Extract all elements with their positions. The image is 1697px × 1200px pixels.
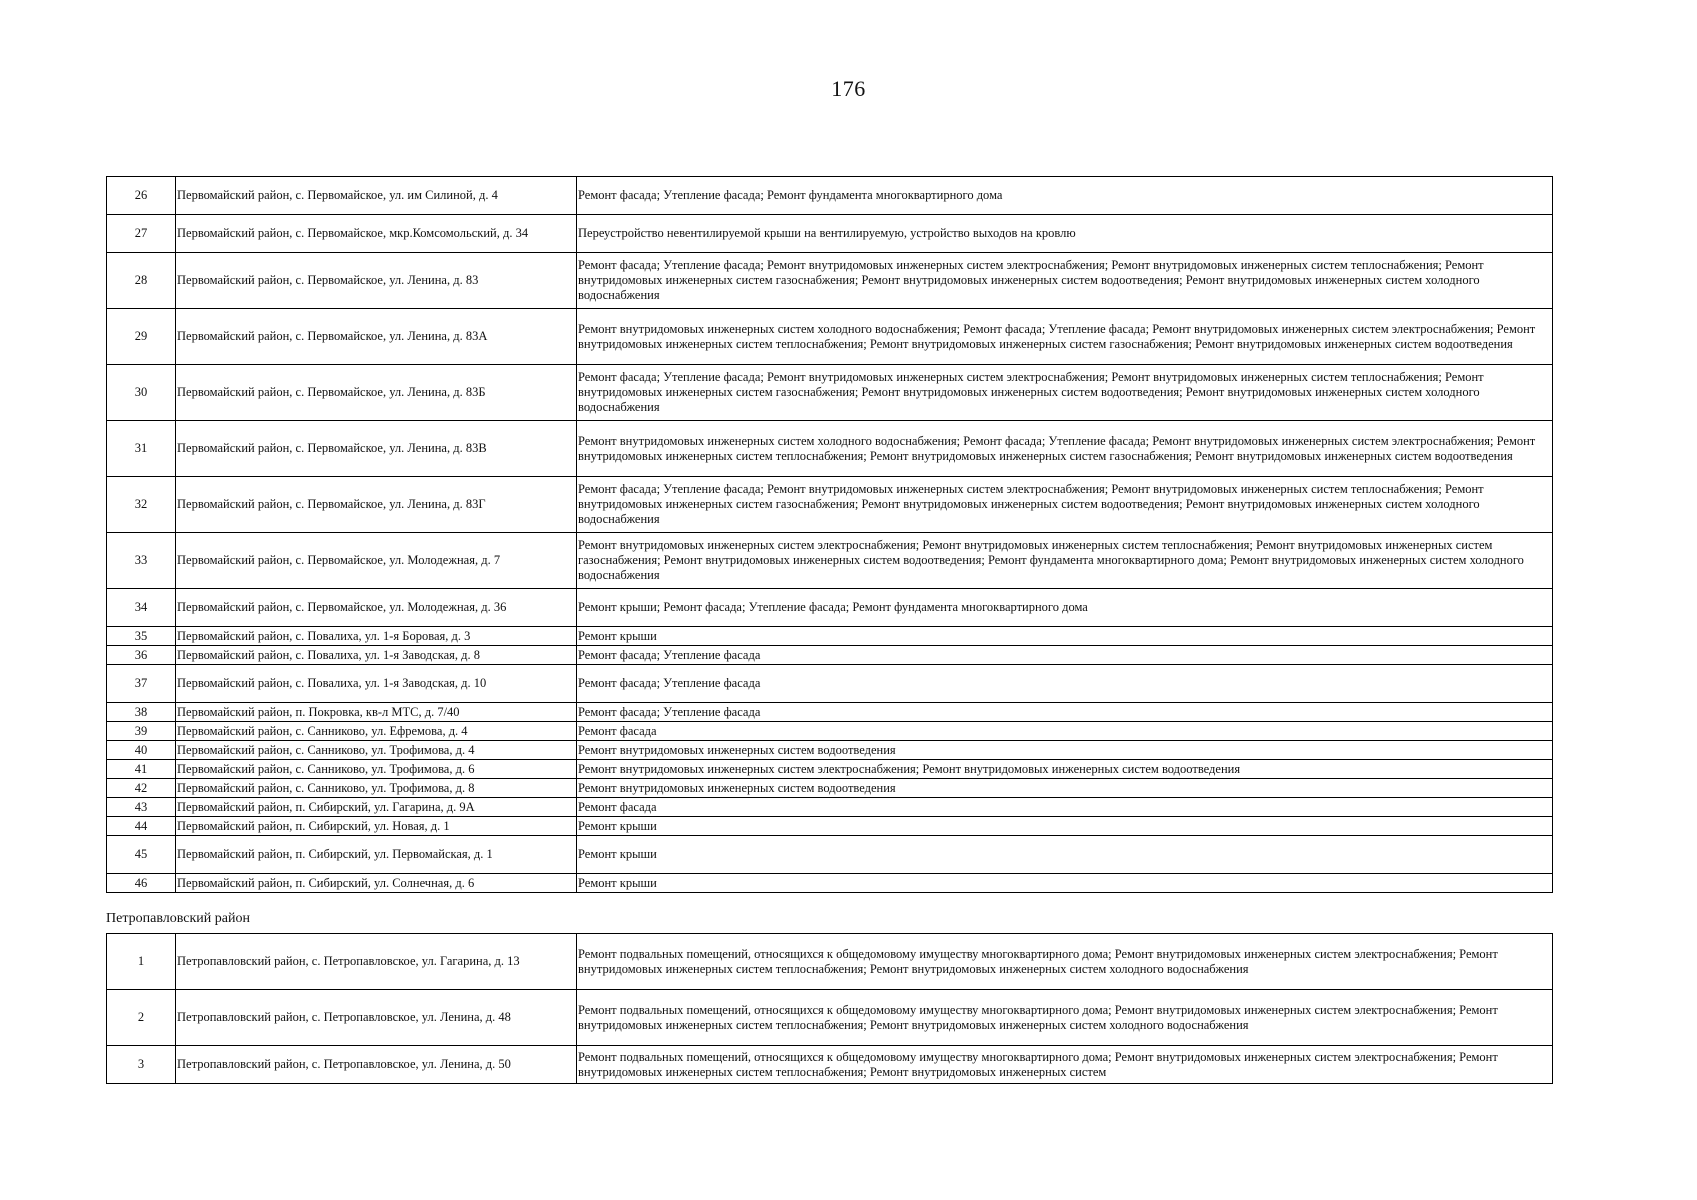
table-row [107, 365, 1553, 421]
address-cell: Первомайский район, с. Первомайское, мкр.Комсомольский, д. 34 [176, 215, 577, 253]
works-cell: Ремонт внутридомовых инженерных систем водоотведения [577, 741, 1553, 760]
table-row [107, 836, 1553, 874]
works-cell: Ремонт фасада; Утепление фасада [577, 665, 1553, 703]
row-number: 36 [107, 646, 176, 665]
section-heading: Петропавловский район [106, 911, 250, 926]
row-number: 26 [107, 177, 176, 215]
address-cell: Первомайский район, с. Первомайское, ул. Молодежная, д. 36 [176, 589, 577, 627]
table-row [107, 760, 1553, 779]
row-number: 29 [107, 309, 176, 365]
table-row [107, 722, 1553, 741]
address-cell: Первомайский район, п. Сибирский, ул. Гагарина, д. 9А [176, 798, 577, 817]
row-number: 1 [107, 934, 176, 990]
works-cell: Ремонт внутридомовых инженерных систем холодного водоснабжения; Ремонт фасада; Утепление фасада; Ремонт внутридомовых инженерных систем электроснабжения; Ремонт внутридомовых инженерных систем теплоснабжения; Ремонт внутридомовых инженерных систем газоснабжения; Ремонт внутридомовых инженерных систем водоотведения [577, 309, 1553, 365]
table-row [107, 533, 1553, 589]
works-cell: Ремонт фасада; Утепление фасада; Ремонт внутридомовых инженерных систем электроснабжения; Ремонт внутридомовых инженерных систем теплоснабжения; Ремонт внутридомовых инженерных систем газоснабжения; Ремонт внутридомовых инженерных систем водоотведения; Ремонт внутридомовых инженерных систем холодного водоснабжения [577, 365, 1553, 421]
table-row [107, 215, 1553, 253]
table-row [107, 421, 1553, 477]
address-cell: Первомайский район, п. Покровка, кв-л МТС, д. 7/40 [176, 703, 577, 722]
row-number: 45 [107, 836, 176, 874]
address-cell: Первомайский район, с. Первомайское, ул. Ленина, д. 83А [176, 309, 577, 365]
row-number: 39 [107, 722, 176, 741]
works-cell: Ремонт крыши [577, 817, 1553, 836]
works-cell: Ремонт подвальных помещений, относящихся к общедомовому имуществу многоквартирного дома; Ремонт внутридомовых инженерных систем электроснабжения; Ремонт внутридомовых инженерных систем теплоснабжения; Ремонт внутридомовых инженерных систем [577, 1046, 1553, 1084]
spacer-cell [577, 893, 1553, 912]
row-number: 34 [107, 589, 176, 627]
address-cell: Первомайский район, с. Санниково, ул. Трофимова, д. 6 [176, 760, 577, 779]
row-number: 38 [107, 703, 176, 722]
address-cell: Первомайский район, с. Первомайское, ул. Ленина, д. 83Г [176, 477, 577, 533]
row-number: 27 [107, 215, 176, 253]
row-number: 31 [107, 421, 176, 477]
works-cell: Ремонт внутридомовых инженерных систем электроснабжения; Ремонт внутридомовых инженерных систем водоотведения [577, 760, 1553, 779]
row-number: 2 [107, 990, 176, 1046]
works-cell: Ремонт внутридомовых инженерных систем электроснабжения; Ремонт внутридомовых инженерных систем теплоснабжения; Ремонт внутридомовых инженерных систем газоснабжения; Ремонт внутридомовых инженерных систем водоотведения; Ремонт фундамента многоквартирного дома; Ремонт внутридомовых инженерных систем холодного водоснабжения [577, 533, 1553, 589]
row-number: 43 [107, 798, 176, 817]
address-cell: Первомайский район, с. Первомайское, ул. им Силиной, д. 4 [176, 177, 577, 215]
row-number: 32 [107, 477, 176, 533]
table-row [107, 990, 1553, 1046]
address-cell: Первомайский район, с. Повалиха, ул. 1-я Заводская, д. 8 [176, 646, 577, 665]
row-number: 30 [107, 365, 176, 421]
table-row [107, 646, 1553, 665]
works-cell: Ремонт крыши [577, 627, 1553, 646]
works-cell: Ремонт фасада; Утепление фасада [577, 703, 1553, 722]
address-cell: Первомайский район, с. Первомайское, ул. Молодежная, д. 7 [176, 533, 577, 589]
works-cell: Ремонт фасада; Утепление фасада; Ремонт внутридомовых инженерных систем электроснабжения; Ремонт внутридомовых инженерных систем теплоснабжения; Ремонт внутридомовых инженерных систем газоснабжения; Ремонт внутридомовых инженерных систем водоотведения; Ремонт внутридомовых инженерных систем холодного водоснабжения [577, 253, 1553, 309]
works-cell: Ремонт фасада; Утепление фасада [577, 646, 1553, 665]
repair-works-table-petropavlovsky [106, 933, 1553, 1084]
address-cell: Первомайский район, с. Повалиха, ул. 1-я Боровая, д. 3 [176, 627, 577, 646]
page-number: 176 [831, 76, 866, 101]
row-number: 46 [107, 874, 176, 893]
address-cell: Первомайский район, п. Сибирский, ул. Первомайская, д. 1 [176, 836, 577, 874]
table-row [107, 477, 1553, 533]
table-row [107, 934, 1553, 990]
address-cell: Петропавловский район, с. Петропавловское, ул. Ленина, д. 50 [176, 1046, 577, 1084]
spacer-cell [107, 893, 176, 912]
spacer-row [107, 893, 1553, 912]
row-number: 3 [107, 1046, 176, 1084]
address-cell: Первомайский район, с. Первомайское, ул. Ленина, д. 83Б [176, 365, 577, 421]
works-cell: Переустройство невентилируемой крыши на вентилируемую, устройство выходов на кровлю [577, 215, 1553, 253]
row-number: 41 [107, 760, 176, 779]
table-row [107, 309, 1553, 365]
repair-works-table [106, 176, 1553, 912]
table-row [107, 798, 1553, 817]
works-cell: Ремонт внутридомовых инженерных систем холодного водоснабжения; Ремонт фасада; Утепление фасада; Ремонт внутридомовых инженерных систем электроснабжения; Ремонт внутридомовых инженерных систем теплоснабжения; Ремонт внутридомовых инженерных систем газоснабжения; Ремонт внутридомовых инженерных систем водоотведения [577, 421, 1553, 477]
row-number: 42 [107, 779, 176, 798]
works-cell: Ремонт фасада [577, 722, 1553, 741]
table-row [107, 817, 1553, 836]
address-cell: Первомайский район, с. Повалиха, ул. 1-я Заводская, д. 10 [176, 665, 577, 703]
table-row [107, 703, 1553, 722]
row-number: 33 [107, 533, 176, 589]
address-cell: Первомайский район, с. Первомайское, ул. Ленина, д. 83В [176, 421, 577, 477]
row-number: 44 [107, 817, 176, 836]
address-cell: Петропавловский район, с. Петропавловское, ул. Ленина, д. 48 [176, 990, 577, 1046]
works-cell: Ремонт фасада; Утепление фасада; Ремонт фундамента многоквартирного дома [577, 177, 1553, 215]
row-number: 35 [107, 627, 176, 646]
works-cell: Ремонт крыши [577, 874, 1553, 893]
works-cell: Ремонт подвальных помещений, относящихся к общедомовому имуществу многоквартирного дома; Ремонт внутридомовых инженерных систем электроснабжения; Ремонт внутридомовых инженерных систем теплоснабжения; Ремонт внутридомовых инженерных систем холодного водоснабжения [577, 990, 1553, 1046]
row-number: 40 [107, 741, 176, 760]
works-cell: Ремонт подвальных помещений, относящихся к общедомовому имуществу многоквартирного дома; Ремонт внутридомовых инженерных систем электроснабжения; Ремонт внутридомовых инженерных систем теплоснабжения; Ремонт внутридомовых инженерных систем холодного водоснабжения [577, 934, 1553, 990]
table-row [107, 1046, 1553, 1084]
address-cell: Первомайский район, п. Сибирский, ул. Солнечная, д. 6 [176, 874, 577, 893]
table-row [107, 589, 1553, 627]
table-row [107, 741, 1553, 760]
spacer-cell [176, 893, 577, 912]
table-row [107, 665, 1553, 703]
table-row [107, 627, 1553, 646]
works-cell: Ремонт крыши [577, 836, 1553, 874]
table-row [107, 779, 1553, 798]
address-cell: Первомайский район, с. Санниково, ул. Ефремова, д. 4 [176, 722, 577, 741]
table-row [107, 253, 1553, 309]
table-row [107, 177, 1553, 215]
address-cell: Первомайский район, с. Санниково, ул. Трофимова, д. 8 [176, 779, 577, 798]
works-cell: Ремонт фасада [577, 798, 1553, 817]
address-cell: Первомайский район, п. Сибирский, ул. Новая, д. 1 [176, 817, 577, 836]
address-cell: Первомайский район, с. Первомайское, ул. Ленина, д. 83 [176, 253, 577, 309]
works-cell: Ремонт внутридомовых инженерных систем водоотведения [577, 779, 1553, 798]
row-number: 37 [107, 665, 176, 703]
table-row [107, 874, 1553, 893]
row-number: 28 [107, 253, 176, 309]
works-cell: Ремонт крыши; Ремонт фасада; Утепление фасада; Ремонт фундамента многоквартирного дома [577, 589, 1553, 627]
works-cell: Ремонт фасада; Утепление фасада; Ремонт внутридомовых инженерных систем электроснабжения; Ремонт внутридомовых инженерных систем теплоснабжения; Ремонт внутридомовых инженерных систем газоснабжения; Ремонт внутридомовых инженерных систем водоотведения; Ремонт внутридомовых инженерных систем холодного водоснабжения [577, 477, 1553, 533]
address-cell: Первомайский район, с. Санниково, ул. Трофимова, д. 4 [176, 741, 577, 760]
address-cell: Петропавловский район, с. Петропавловское, ул. Гагарина, д. 13 [176, 934, 577, 990]
